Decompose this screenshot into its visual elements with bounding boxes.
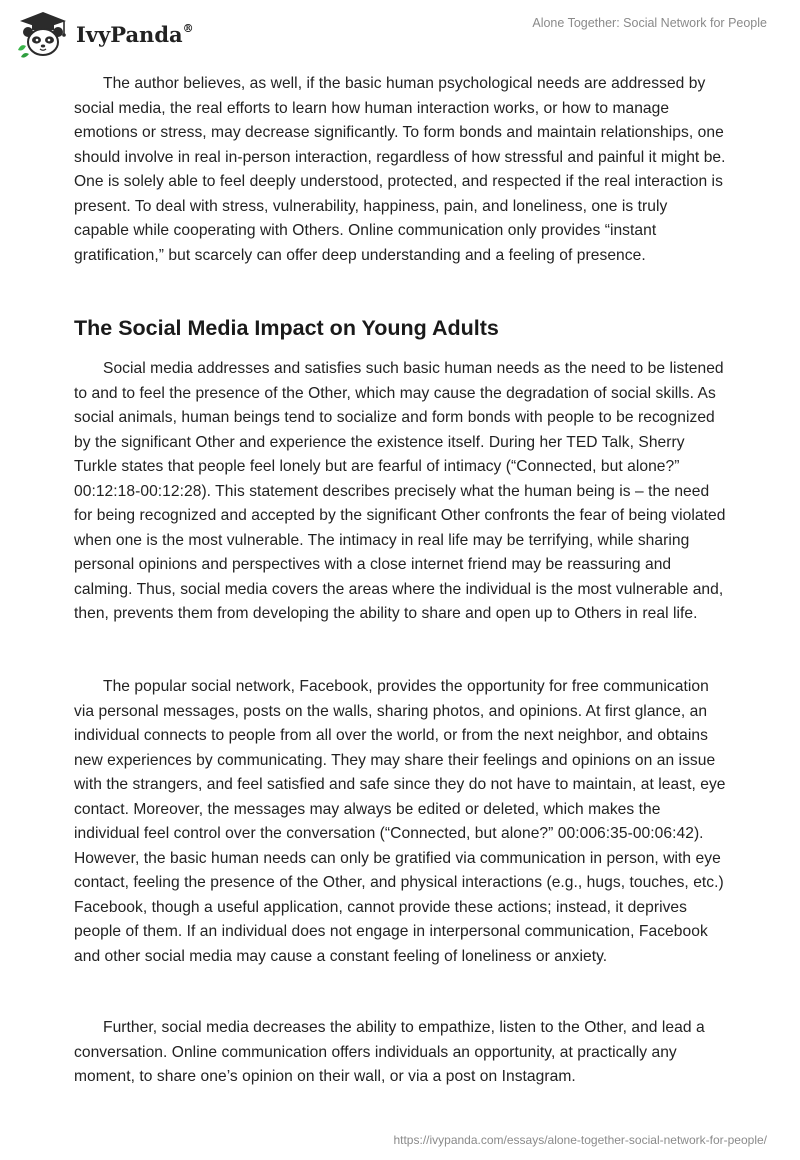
paragraph-3: The popular social network, Facebook, provides the opportunity for free communication via personal messages, posts on the walls, sharing photos, and opinions. At first glance, an individual connects to people from all over the world, or from the next neighbor, and obtains new experiences by communicating. They may share their feelings and opinions on an issue with the strangers, and feel satisfied and safe since they do not have to maintain, at least, eye contact. Moreover, the messages may always be edited or deleted, which makes the individual feel control over the conversation (“Connected, but alone?” 00:006:35-00:06:42). However, the basic human needs can only be gratified via communication in person, with eye contact, feeling the presence of the Other, and physical interactions (e.g., hugs, touches, etc.) Facebook, though a useful application, cannot provide these actions; instead, it deprives people of them. If an individual does not engage in interpersonal communication, Facebook and other social media may cause a constant feeling of loneliness or anxiety. [74,678,726,965]
paragraph-1: The author believes, as well, if the basic human psychological needs are addressed by social media, the real efforts to learn how human interaction works, or how to manage emotions or stress, may decrease significantly. To form bonds and maintain relationships, one should involve in real in-person interaction, regardless of how stressful and painful it might be. One is solely able to feel deeply understood, protected, and respected if the real interaction is present. To deal with stress, vulnerability, happiness, pain, and loneliness, one is truly capable while cooperating with Others. Online communication only provides “instant gratification,” but scarcely can offer deep understanding and a feeling of presence. [74,75,726,264]
paragraph-2: Social media addresses and satisfies such basic human needs as the need to be listened to and to feel the presence of the Other, which may cause the degradation of social skills. As social animals, human beings tend to socialize and form bonds with people to be recognized by the significant Other and experience the existence itself. During her TED Talk, Sherry Turkle states that people feel lonely but are fearful of intimacy (“Connected, but alone?” 00:12:18-00:12:28). This statement describes precisely what the human being is – the need for being recognized and accepted by the significant Other confronts the fear of being violated when one is the most vulnerable. The intimacy in real life may be terrifying, while sharing personal opinions and perspectives with a close internet friend may be reassuring and calming. Thus, social media covers the areas where the individual is the most vulnerable and, then, prevents them from developing the ability to share and open up to Others in real life. [74,360,726,622]
section-heading: The Social Media Impact on Young Adults [74,316,499,340]
brand-name: IvyPanda® [76,21,194,47]
document-title: Alone Together: Social Network for People [532,16,767,30]
page-header [0,0,800,64]
source-url-link[interactable]: https://ivypanda.com/essays/alone-together-social-network-for-people/ [393,1133,767,1147]
logo[interactable] [14,10,194,60]
panda-logo-icon [14,10,72,60]
paragraph-4: Further, social media decreases the ability to empathize, listen to the Other, and lead a conversation. Online communication offers individuals an opportunity, at practically any moment, to share one’s opinion on their wall, or via a post on Instagram. [74,1019,705,1085]
